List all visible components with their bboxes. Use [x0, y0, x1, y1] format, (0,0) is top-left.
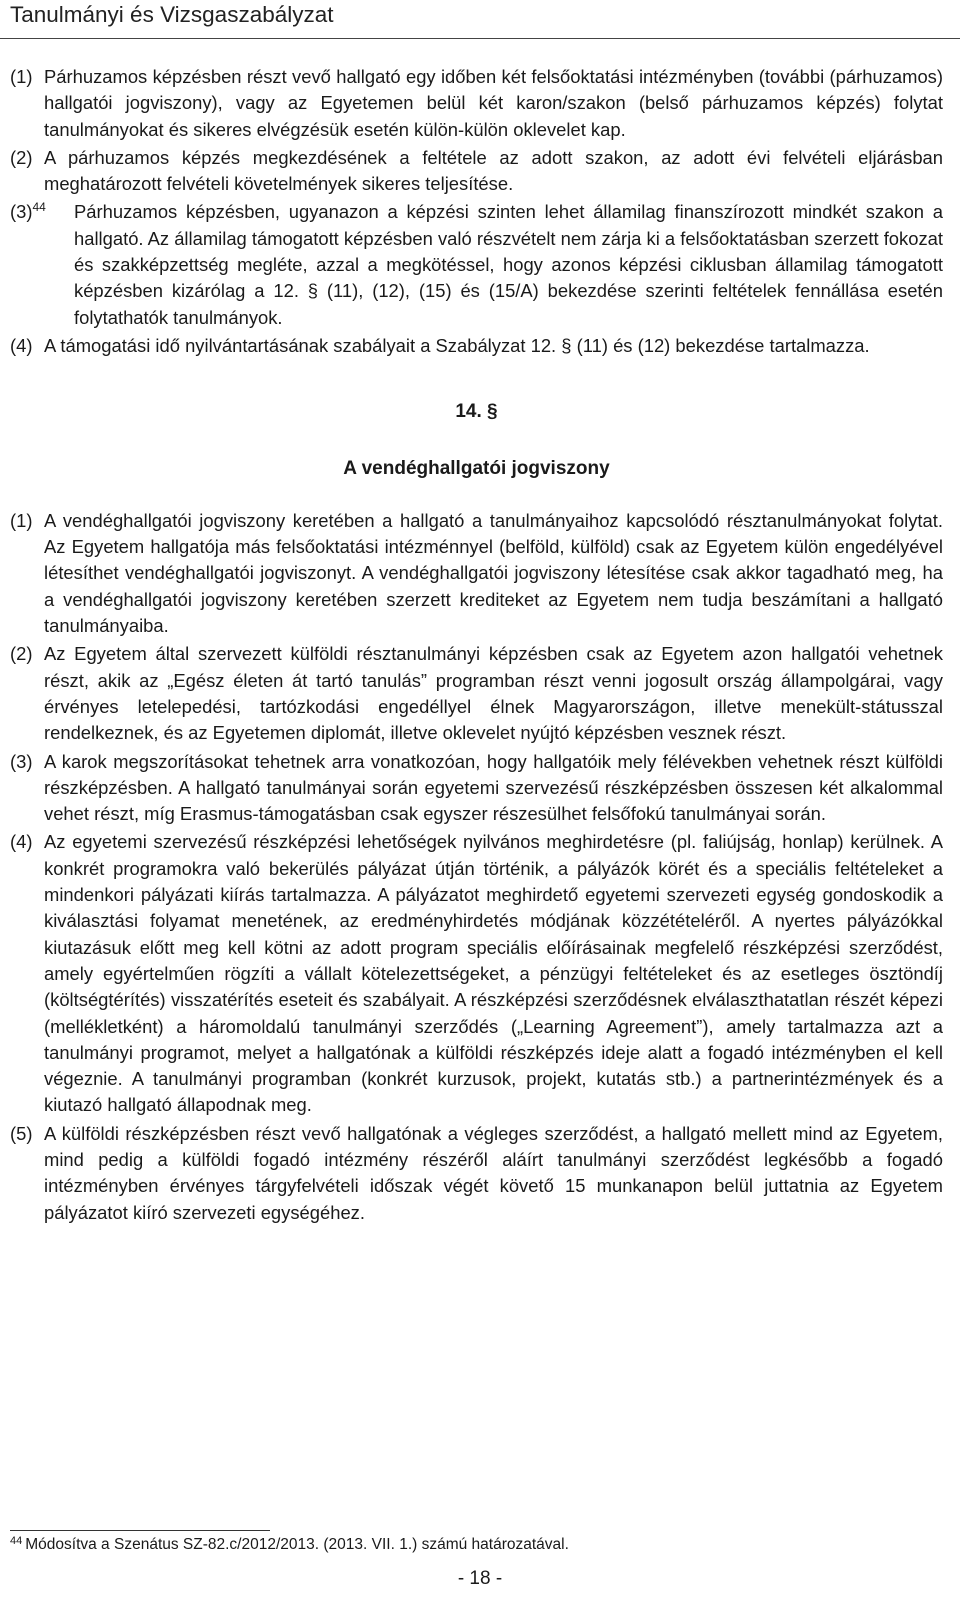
paragraph-text: Az Egyetem által szervezett külföldi résztanulmányi képzésben csak az Egyetem azon hallgatói vehetnek részt, akik az „Egész életen át tartó tanulás” programban részt venni jogosult ország állampolgárai, vagy érvényes letelepedési, tartózkodási engedéllyel élnek Magyarországon, illetve menekült-státusszal rendelkeznek, és az Egyetemen diplomát, illetve oklevelet nyújtó képzésben vesznek részt. — [44, 643, 943, 744]
paragraph-number: (2) — [10, 146, 33, 168]
paragraph-2 — [10, 145, 943, 198]
paragraph-number: (1) — [10, 509, 33, 531]
page-number: - 18 - — [457, 1568, 503, 1589]
footnote-text: Módosítva a Szenátus SZ-82.c/2012/2013. (2013. VII. 1.) számú határozatával. — [25, 1536, 569, 1553]
document-body — [10, 64, 943, 1228]
paragraph-number: (3) — [10, 750, 33, 772]
paragraph-3 — [10, 749, 943, 828]
paragraph-text: Párhuzamos képzésben, ugyanazon a képzési szinten lehet államilag finanszírozott mindkét szakon a hallgató. Az államilag támogatott képzésben való részvételt nem zárja ki a felsőoktatásban szerzett fokozat és szakképzettség megléte, azzal a megkötéssel, hogy azonos képzési ciklusban államilag támogatott képzésben kizárólag a 12. § (11), (12), (15) és (15/A) bekezdése szerinti feltételek fennállása esetén folytathatók tanulmányok. — [74, 201, 943, 328]
section-title: A vendéghallgatói jogviszony — [343, 457, 610, 479]
paragraph-5 — [10, 1121, 943, 1226]
footnote-divider — [10, 1530, 270, 1531]
footnote-reference[interactable]: 44 — [32, 200, 46, 215]
paragraph-number: (5) — [10, 1122, 33, 1144]
paragraph-number: (2) — [10, 643, 33, 665]
paragraph-4 — [10, 333, 943, 359]
footnote — [10, 1536, 569, 1554]
paragraph-text: A vendéghallgatói jogviszony keretében a hallgató a tanulmányaihoz kapcsolódó résztanulmányokat folytat. Az Egyetem hallgatója más felsőoktatási intézménnyel (belföld, külföld) csak az Egyetem külön engedélyével létesíthet vendéghallgatói jogviszonyt. A vendéghallgatói jogviszony létesítése csak akkor tagadható meg, ha a vendéghallgatói jogviszony keretében szerzett krediteket az Egyetem nem tudja beszámítani a hallgató tanulmányaiba. — [44, 509, 943, 637]
paragraph-1 — [10, 64, 943, 143]
paragraph-text: Párhuzamos képzésben részt vevő hallgató egy időben két felsőoktatási intézményben (további (párhuzamos) hallgatói jogviszony), vagy az Egyetemen belül két karon/szakon (belső párhuzamos képzés) folytat tanulmányokat és sikeres elvégzésük esetén külön-külön oklevelet kap. — [44, 66, 943, 140]
section-number: 14. § — [455, 401, 498, 423]
running-header: Tanulmányi és Vizsgaszabályzat — [10, 2, 334, 27]
paragraph-2 — [10, 641, 943, 746]
paragraph-number-label: (3) — [10, 201, 33, 223]
paragraph-text: A támogatási idő nyilvántartásának szabályait a Szabályzat 12. § (11) és (12) bekezdése tartalmazza. — [44, 334, 870, 356]
header-divider — [0, 38, 960, 39]
paragraph-text: A külföldi részképzésben részt vevő hallgatónak a végleges szerződést, a hallgató mellett mind az Egyetem, mind pedig a külföldi fogadó intézmény részéről aláírt tanulmányi szerződést legkésőbb a fogadó intézményben érvényes tárgyfelvételi időszak végét követő 15 munkanapon belül juttatnia az Egyetem pályázatot kiíró szervezeti egységéhez. — [44, 1122, 943, 1223]
paragraph-1 — [10, 508, 943, 639]
paragraph-4 — [10, 829, 943, 1118]
paragraph-text: Az egyetemi szervezésű részképzési lehetőségek nyilvános meghirdetésre (pl. faliújság, honlap) kerülnek. A konkrét programokra való bekerülés pályázat útján történik, a pályázók körét és a speciális feltételeket a mindenkori pályázati kiírás tartalmazza. A pályázatot meghirdető egyetemi szervezeti egység gondoskodik a kiválasztási folyamat menetének, az eredményhirdetés módjának közzétételéről. A nyertes pályázókkal kiutazásuk előtt meg kell kötni az adott program speciális előírásainak megfelelő részképzési szerződést, amely egyértelműen rögzíti a vállalt kötelezettségeket, a pénzügyi feltételeket és az esetleges ösztöndíj (költségtérítés) visszatérítés eseteit és szabályait. A részképzési szerződésnek elválaszthatatlan részét képezi (mellékletként) a háromoldalú tanulmányi szerződés („Learning Agreement”), amely tartalmazza azt a tanulmányi programot, melyet a hallgatónak a külföldi részképzés ideje alatt a fogadó intézményben el kell végeznie. A tanulmányi programban (konkrét kurzusok, projekt, kutatás stb.) a partnerintézmények és a kiutazó hallgató állapodnak meg. — [44, 831, 943, 1116]
paragraph-text: A párhuzamos képzés megkezdésének a feltétele az adott szakon, az adott évi felvételi eljárásban meghatározott felvételi követelmények sikeres teljesítése. — [44, 146, 943, 195]
paragraph-3 — [10, 199, 943, 330]
paragraph-number: (4) — [10, 831, 33, 853]
paragraph-number: (1) — [10, 66, 33, 87]
paragraph-text: A karok megszorításokat tehetnek arra vonatkozóan, hogy hallgatóik mely félévekben vehetnek részt külföldi részképzésben. A hallgató tanulmányai során egyetemi szervezésű részképzésben összesen két alkalommal vehet részt, míg Erasmus-támogatásban csak egyszer részesülhet felsőfokú tanulmányai során. — [44, 750, 943, 825]
footnote-marker: 44 — [10, 1535, 23, 1547]
paragraph-number: (4) — [10, 334, 33, 356]
paragraph-number — [10, 199, 46, 225]
